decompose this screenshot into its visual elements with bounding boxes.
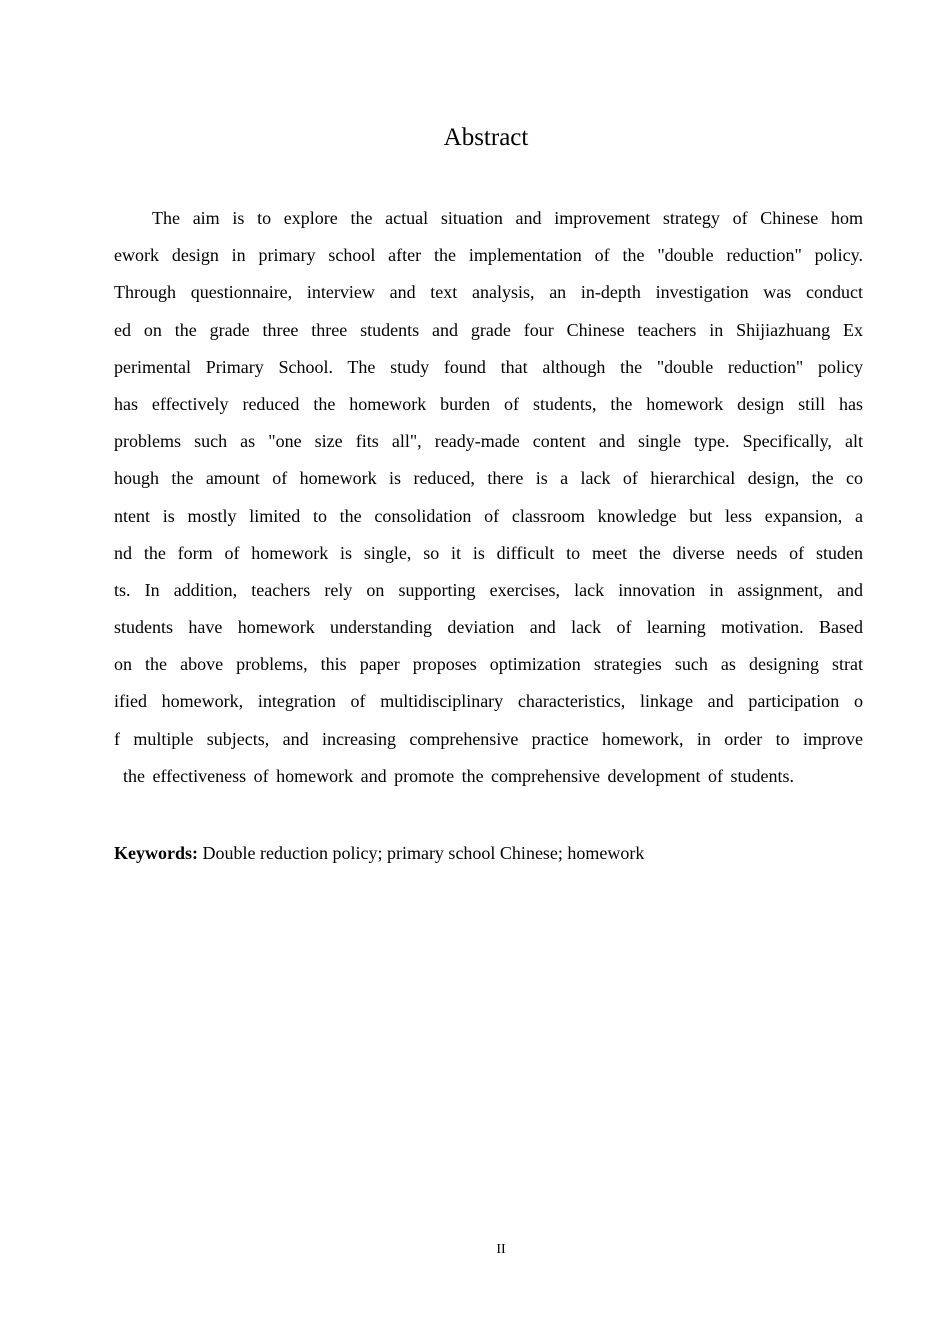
abstract-line: problems such as "one size fits all", ready-made content and single type. Specifically, alt [114,431,863,452]
abstract-line: nd the form of homework is single, so it is difficult to meet the diverse needs of studen [114,542,863,563]
keywords-label: Keywords: [114,843,198,863]
keywords [114,838,644,868]
abstract-line: hough the amount of homework is reduced, there is a lack of hierarchical design, the co [114,468,863,489]
abstract-line: ntent is mostly limited to the consolidation of classroom knowledge but less expansion, a [114,505,863,526]
abstract-line: ework design in primary school after the implementation of the "double reduction" policy. [114,245,863,266]
abstract-line: has effectively reduced the homework burden of students, the homework design still has [114,393,863,414]
abstract-body [114,200,863,795]
abstract-line: the effectiveness of homework and promote the comprehensive development of students. [123,765,794,786]
abstract-title: Abstract [443,124,529,151]
abstract-line: ified homework, integration of multidisciplinary characteristics, linkage and participation o [114,691,863,712]
abstract-line: The aim is to explore the actual situation and improvement strategy of Chinese hom [152,208,863,228]
abstract-line: ts. In addition, teachers rely on supporting exercises, lack innovation in assignment, and [114,579,863,600]
keywords-text: Double reduction policy; primary school Chinese; homework [198,843,645,863]
page-number: II [496,1242,506,1257]
abstract-line: ed on the grade three three students and grade four Chinese teachers in Shijiazhuang Ex [114,319,863,340]
abstract-line: on the above problems, this paper proposes optimization strategies such as designing strat [114,654,863,675]
abstract-line: f multiple subjects, and increasing comprehensive practice homework, in order to improve [114,728,863,749]
abstract-line: Through questionnaire, interview and text analysis, an in-depth investigation was conduct [114,282,863,303]
abstract-line: students have homework understanding deviation and lack of learning motivation. Based [114,617,863,638]
abstract-line: perimental Primary School. The study found that although the "double reduction" policy [114,356,863,377]
